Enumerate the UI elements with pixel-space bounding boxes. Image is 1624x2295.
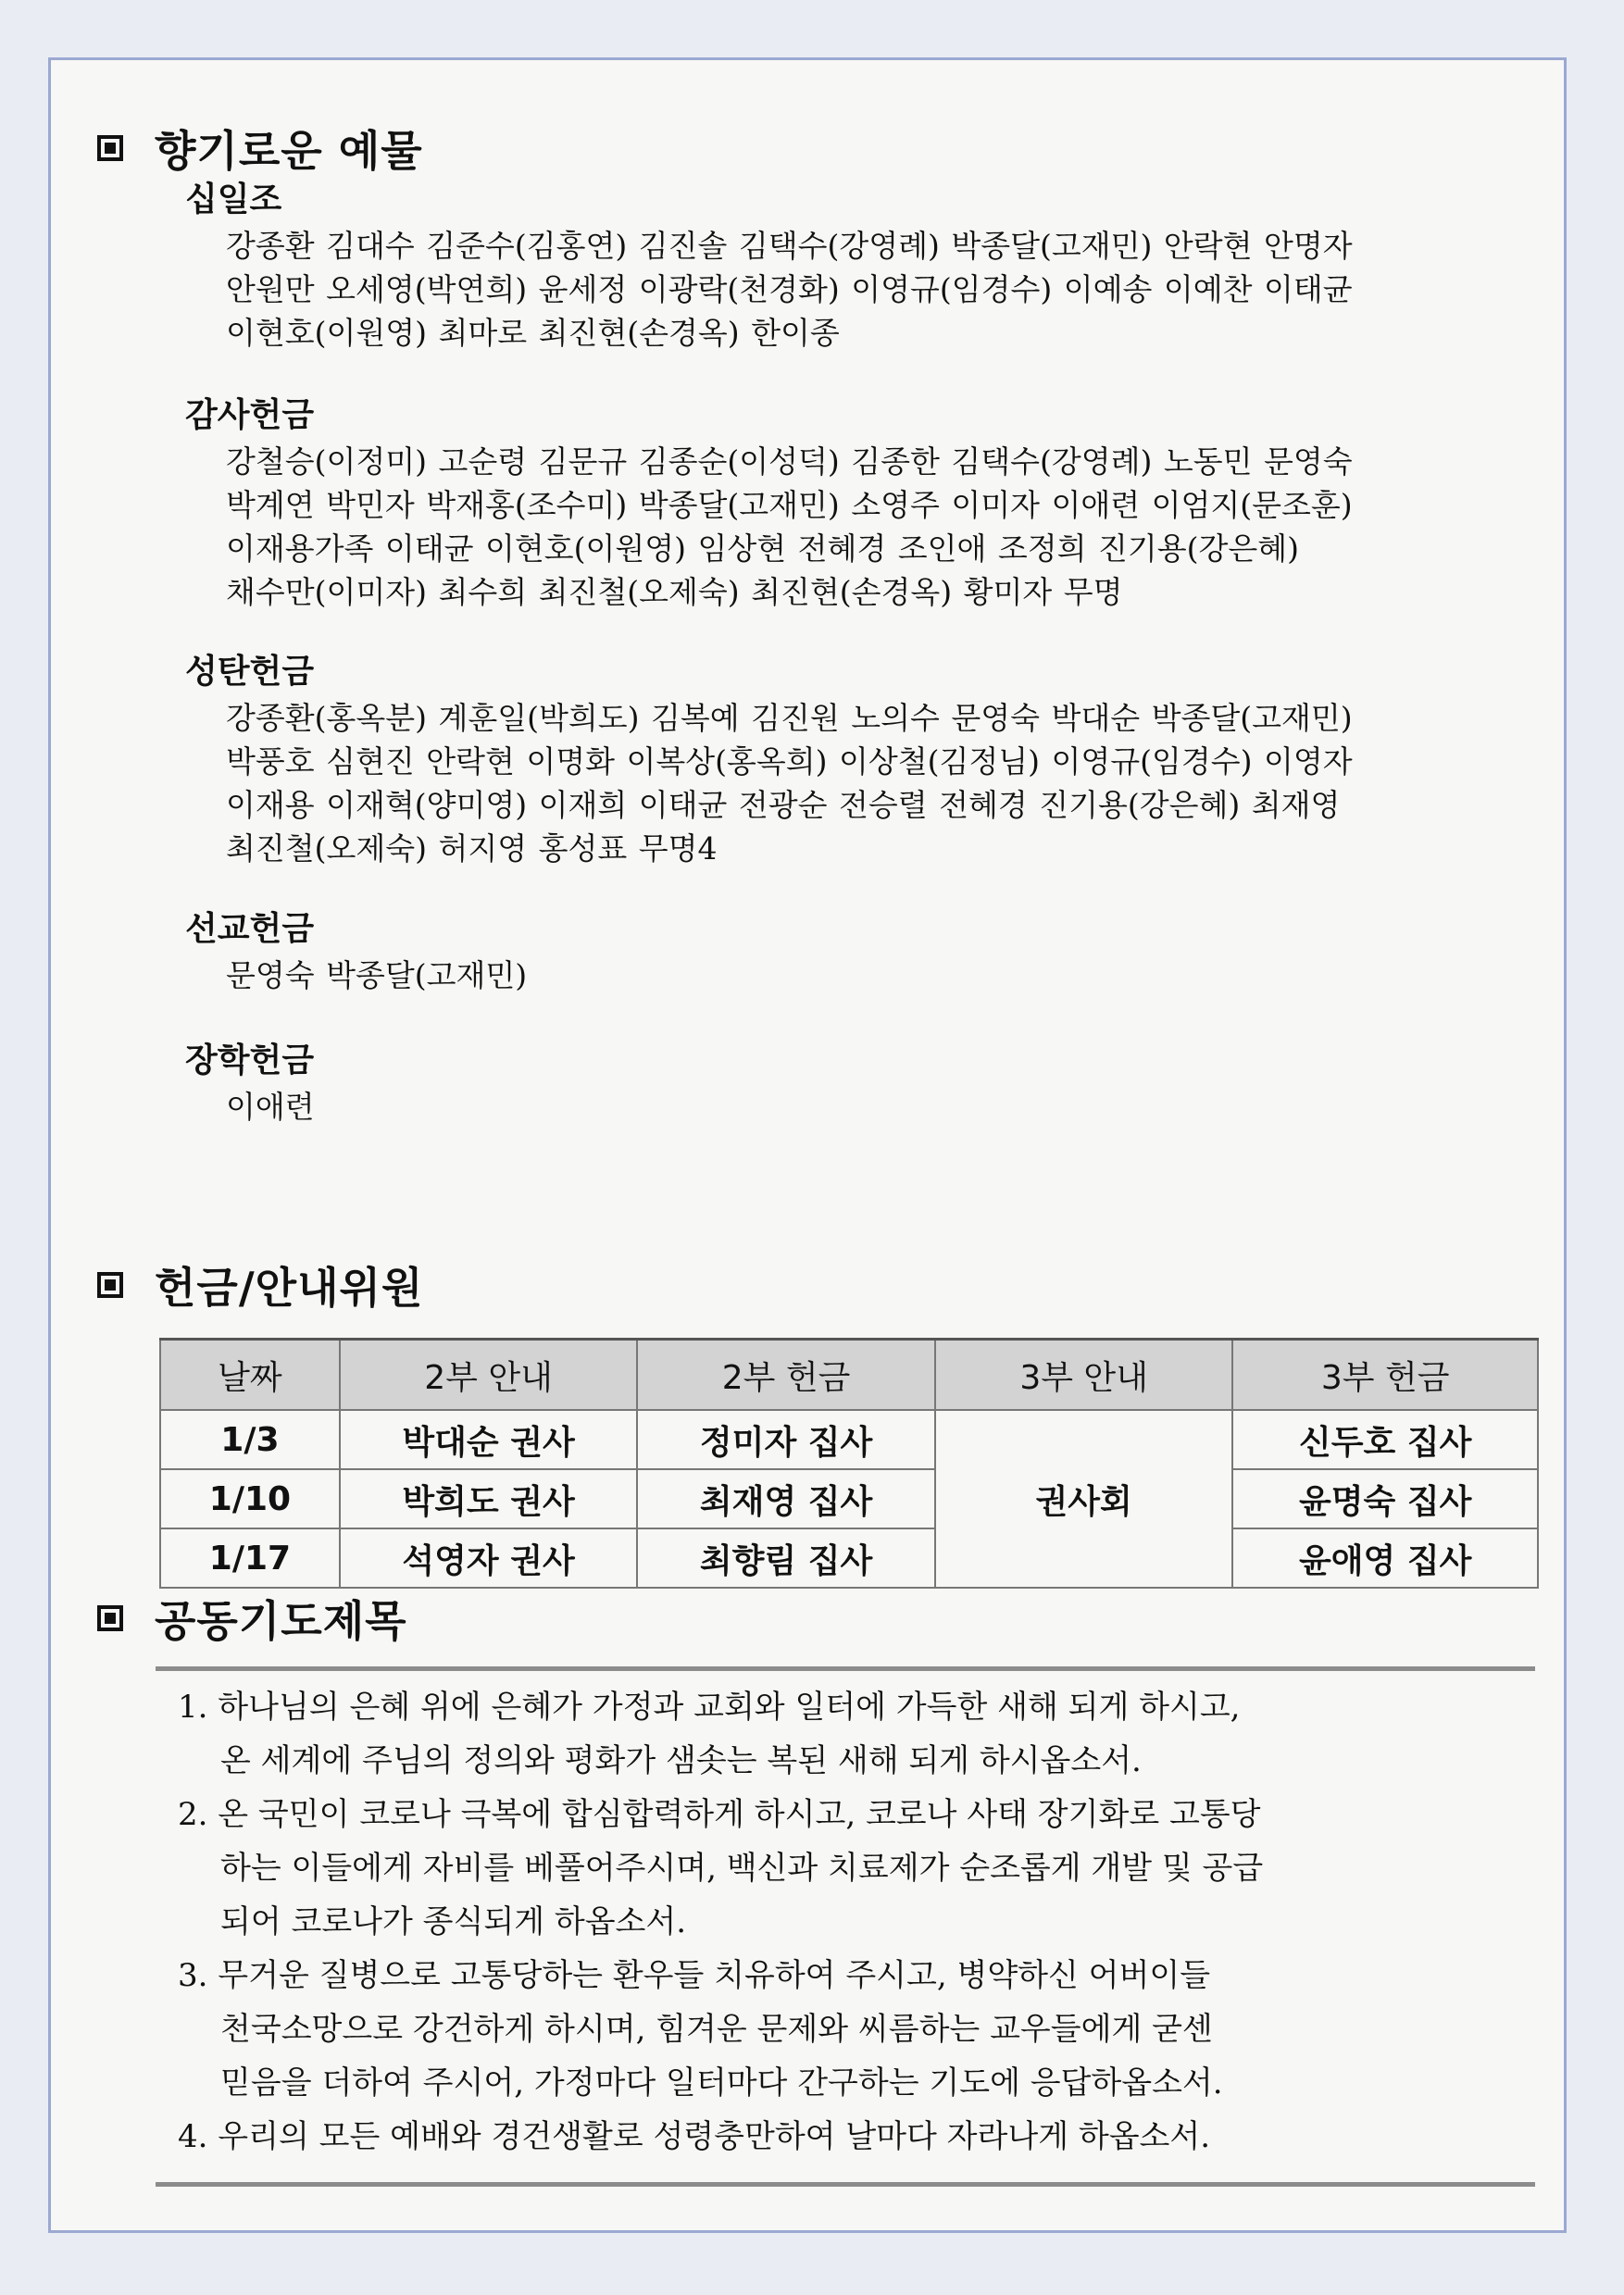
column-header: 3부 헌금 bbox=[1232, 1340, 1538, 1411]
column-header: 2부 헌금 bbox=[637, 1340, 935, 1411]
group-title: 성탄헌금 bbox=[185, 653, 315, 691]
usher-schedule-table bbox=[159, 1338, 1539, 1589]
donor-line: 이현호(이원영) 최마로 최진현(손경옥) 한이종 bbox=[226, 315, 840, 351]
table-header-row bbox=[160, 1340, 1538, 1411]
square-bullet-icon bbox=[97, 1605, 123, 1631]
donor-line: 문영숙 박종달(고재민) bbox=[226, 957, 528, 993]
guide2-cell: 박대순 권사 bbox=[340, 1410, 638, 1469]
prayer-line: 되어 코로나가 종식되게 하옵소서. bbox=[220, 1903, 687, 1940]
prayer-line: 하는 이들에게 자비를 베풀어주시며, 백신과 치료제가 순조롭게 개발 및 공급 bbox=[220, 1850, 1264, 1887]
prayer-line: 무거운 질병으로 고통당하는 환우들 치유하여 주시고, 병약하신 어버이들 bbox=[218, 1957, 1211, 1994]
prayer-item bbox=[156, 1949, 1535, 2110]
donor-line: 강종환(홍옥분) 계훈일(박희도) 김복예 김진원 노의수 문영숙 박대순 박종달(고재민) bbox=[226, 700, 1353, 736]
ushers-heading-text: 헌금/안내위원 bbox=[155, 1263, 424, 1313]
table-row bbox=[160, 1469, 1538, 1528]
table-row bbox=[160, 1528, 1538, 1588]
offer3-cell: 윤애영 집사 bbox=[1232, 1528, 1538, 1588]
prayer-list bbox=[156, 1666, 1535, 2187]
donor-list bbox=[185, 954, 1528, 997]
offering-group-tithe bbox=[185, 173, 1528, 355]
donor-line: 강철승(이정미) 고순령 김문규 김종순(이성덕) 김종한 김택수(강영례) 노동민 문영숙 bbox=[226, 443, 1353, 480]
date-cell: 1/3 bbox=[160, 1410, 340, 1469]
guide2-cell: 석영자 권사 bbox=[340, 1528, 638, 1588]
donor-line: 박풍호 심현진 안락현 이명화 이복상(홍옥희) 이상철(김정님) 이영규(임경수) 이영자 bbox=[226, 743, 1353, 780]
donor-list bbox=[185, 696, 1528, 870]
date-cell: 1/10 bbox=[160, 1469, 340, 1528]
donor-line: 이재용 이재혁(양미영) 이재희 이태균 전광순 전승렬 전혜경 진기용(강은혜) 최재영 bbox=[226, 787, 1341, 823]
offer2-cell: 정미자 집사 bbox=[637, 1410, 935, 1469]
table-row bbox=[160, 1410, 1538, 1469]
prayer-item bbox=[156, 1680, 1535, 1788]
prayer-line: 온 세계에 주님의 정의와 평화가 샘솟는 복된 새해 되게 하시옵소서. bbox=[220, 1742, 1142, 1779]
group-title: 선교헌금 bbox=[185, 910, 315, 948]
ushers-heading bbox=[97, 1254, 423, 1316]
group-title: 장학헌금 bbox=[185, 1041, 315, 1079]
column-header: 날짜 bbox=[160, 1340, 340, 1411]
bulletin-page bbox=[48, 57, 1567, 2233]
square-bullet-icon bbox=[97, 135, 123, 161]
donor-list bbox=[185, 1085, 1528, 1129]
donor-line: 이애련 bbox=[226, 1089, 315, 1125]
prayer-number: 1. bbox=[178, 1689, 208, 1726]
guide2-cell: 박희도 권사 bbox=[340, 1469, 638, 1528]
prayer-heading-text: 공동기도제목 bbox=[155, 1596, 407, 1646]
donor-line: 안원만 오세영(박연희) 윤세정 이광락(천경화) 이영규(임경수) 이예송 이예찬 이태균 bbox=[226, 271, 1353, 307]
offerings-heading-text: 향기로운 예물 bbox=[155, 126, 423, 176]
date-cell: 1/17 bbox=[160, 1528, 340, 1588]
offer2-cell: 최재영 집사 bbox=[637, 1469, 935, 1528]
offering-group-christmas bbox=[185, 645, 1528, 870]
guide3-merged-cell: 권사회 bbox=[935, 1410, 1233, 1588]
offering-group-scholarship bbox=[185, 1034, 1528, 1129]
column-header: 2부 안내 bbox=[340, 1340, 638, 1411]
offer3-cell: 윤명숙 집사 bbox=[1232, 1469, 1538, 1528]
donor-list bbox=[185, 440, 1528, 614]
offerings-heading bbox=[97, 118, 423, 179]
prayer-line: 우리의 모든 예배와 경건생활로 성령충만하여 날마다 자라나게 하옵소서. bbox=[218, 2118, 1211, 2155]
donor-line: 채수만(이미자) 최수희 최진철(오제숙) 최진현(손경옥) 황미자 무명 bbox=[226, 574, 1123, 610]
square-bullet-icon bbox=[97, 1272, 123, 1298]
column-header: 3부 안내 bbox=[935, 1340, 1233, 1411]
prayer-line: 하나님의 은혜 위에 은혜가 가정과 교회와 일터에 가득한 새해 되게 하시고, bbox=[218, 1689, 1241, 1726]
prayer-line: 천국소망으로 강건하게 하시며, 힘겨운 문제와 씨름하는 교우들에게 굳센 bbox=[220, 2011, 1213, 2048]
offer3-cell: 신두호 집사 bbox=[1232, 1410, 1538, 1469]
prayer-item bbox=[156, 2110, 1535, 2164]
prayer-line: 믿음을 더하여 주시어, 가정마다 일터마다 간구하는 기도에 응답하옵소서. bbox=[220, 2064, 1223, 2102]
offering-group-thanks bbox=[185, 389, 1528, 614]
group-title: 십일조 bbox=[185, 181, 282, 218]
prayer-item bbox=[156, 1788, 1535, 1949]
prayer-number: 3. bbox=[178, 1957, 208, 1994]
prayer-line: 온 국민이 코로나 극복에 합심합력하게 하시고, 코로나 사태 장기화로 고통당 bbox=[218, 1796, 1261, 1833]
donor-line: 이재용가족 이태균 이현호(이원영) 임상현 전혜경 조인애 조정희 진기용(강은혜) bbox=[226, 530, 1300, 567]
prayer-number: 4. bbox=[178, 2118, 208, 2155]
donor-line: 최진철(오제숙) 허지영 홍성표 무명4 bbox=[226, 830, 718, 867]
donor-list bbox=[185, 224, 1528, 355]
offer2-cell: 최향림 집사 bbox=[637, 1528, 935, 1588]
donor-line: 강종환 김대수 김준수(김홍연) 김진솔 김택수(강영례) 박종달(고재민) 안락현 안명자 bbox=[226, 228, 1353, 264]
donor-line: 박계연 박민자 박재홍(조수미) 박종달(고재민) 소영주 이미자 이애련 이엄지(문조훈) bbox=[226, 487, 1353, 523]
offering-group-mission bbox=[185, 903, 1528, 997]
prayer-heading bbox=[97, 1588, 407, 1649]
group-title: 감사헌금 bbox=[185, 396, 315, 434]
prayer-number: 2. bbox=[178, 1796, 208, 1833]
